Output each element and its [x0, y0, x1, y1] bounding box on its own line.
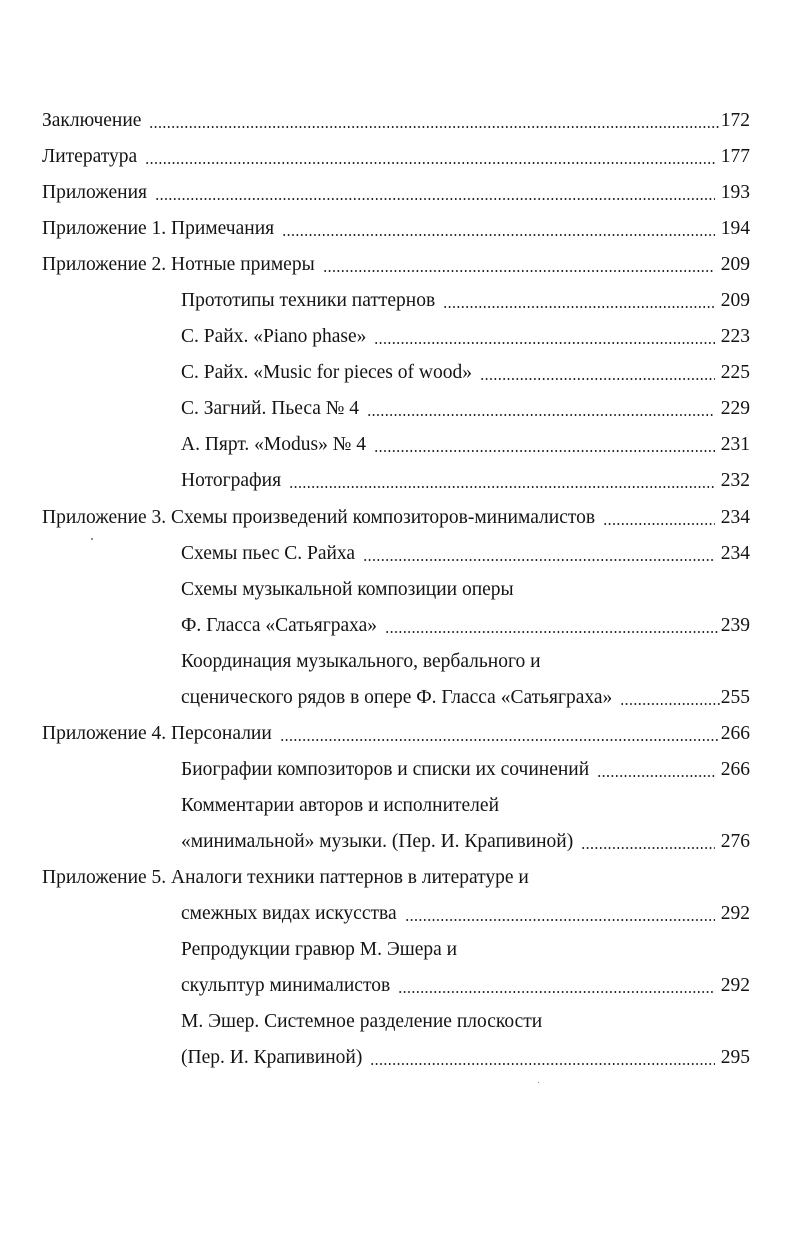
toc-entry-page: 194: [720, 218, 750, 239]
toc-entry-appendix-2[interactable]: [42, 247, 750, 277]
dot-leader: [145, 162, 715, 164]
dot-leader: [398, 991, 715, 993]
toc-entry-page: 239: [720, 615, 750, 636]
dot-leader: [323, 270, 715, 272]
toc-entry-appendix-3[interactable]: [42, 500, 750, 530]
dot-leader: [280, 739, 720, 741]
dot-leader: [480, 378, 715, 380]
dot-leader: [370, 1063, 714, 1065]
toc-entry-label: Заключение: [42, 110, 142, 131]
toc-entry-label: Репродукции гравюр М. Эшера и: [181, 939, 458, 960]
toc-entry-coordination-line1[interactable]: [181, 644, 541, 674]
toc-entry-label: С. Загний. Пьеса № 4: [181, 398, 360, 419]
toc-entry-label: Схемы пьес С. Райха: [181, 543, 356, 564]
toc-entry-label: скульптур минималистов: [181, 975, 391, 996]
toc-entry-page: 266: [720, 759, 750, 780]
toc-entry-opera-schemes-line1[interactable]: [181, 572, 514, 602]
toc-entry-label: М. Эшер. Системное разделение плоскости: [181, 1011, 543, 1032]
dot-leader: [374, 342, 714, 344]
toc-entry-label: Приложение 1. Примечания: [42, 218, 275, 239]
toc-entry-label: С. Райх. «Music for pieces of wood»: [181, 362, 472, 383]
dot-leader: [282, 234, 715, 236]
toc-entry-label: Приложение 3. Схемы произведений композиторов-минималистов: [42, 507, 596, 528]
toc-entry-page: 177: [720, 146, 750, 167]
toc-entry-comments-line1[interactable]: [181, 788, 499, 818]
toc-entry-page: 292: [720, 903, 750, 924]
dot-leader: [405, 919, 715, 921]
scan-speck: [91, 538, 93, 540]
toc-entry-label: Нотография: [181, 470, 282, 491]
toc-entry-page: 172: [720, 110, 750, 131]
toc-entry-page: 229: [720, 398, 750, 419]
dot-leader: [443, 306, 715, 308]
toc-entry-page: 295: [720, 1047, 750, 1068]
toc-entry-label: С. Райх. «Piano phase»: [181, 326, 367, 347]
toc-entry-notography[interactable]: [181, 463, 750, 493]
toc-entry-escher-division-line1[interactable]: [181, 1004, 542, 1034]
toc-entry-label: Комментарии авторов и исполнителей: [181, 795, 499, 816]
toc-entry-conclusion[interactable]: [42, 103, 750, 133]
toc-entry-biographies[interactable]: [181, 752, 750, 782]
toc-entry-comments-line2[interactable]: [181, 824, 750, 854]
toc-entry-appendix-1[interactable]: [42, 211, 750, 241]
toc-entry-page: 276: [720, 831, 750, 852]
dot-leader: [289, 486, 715, 488]
dot-leader: [155, 198, 715, 200]
toc-entry-pattern-prototypes[interactable]: [181, 283, 750, 313]
toc-entry-label: Прототипы техники паттернов: [181, 290, 436, 311]
toc-entry-appendix-5-line1[interactable]: [42, 860, 529, 890]
toc-entry-reich-schemes[interactable]: [181, 536, 750, 566]
toc-entry-page: 234: [720, 543, 750, 564]
toc-entry-label: Приложение 4. Персоналии: [42, 723, 272, 744]
dot-leader: [374, 450, 715, 452]
toc-entry-appendix-4[interactable]: [42, 716, 750, 746]
dot-leader: [385, 631, 720, 633]
toc-entry-page: 193: [720, 182, 750, 203]
toc-entry-page: 209: [720, 254, 750, 275]
toc-entry-escher-reproductions-line1[interactable]: [181, 932, 457, 962]
toc-entry-label: А. Пярт. «Modus» № 4: [181, 434, 366, 455]
toc-entry-appendices[interactable]: [42, 175, 750, 205]
toc-entry-page: 223: [720, 326, 750, 347]
toc-entry-label: Приложение 2. Нотные примеры: [42, 254, 315, 275]
toc-entry-page: 232: [720, 470, 750, 491]
toc-entry-page: 225: [720, 362, 750, 383]
toc-entry-label: Схемы музыкальной композиции оперы: [181, 579, 514, 600]
dot-leader: [603, 523, 715, 525]
toc-entry-page: 209: [720, 290, 750, 311]
toc-entry-page: 266: [720, 723, 750, 744]
toc-entry-part-modus-4[interactable]: [181, 427, 750, 457]
toc-entry-label: Приложения: [42, 182, 147, 203]
toc-entry-label: Литература: [42, 146, 138, 167]
toc-entry-label: смежных видах искусства: [181, 903, 397, 924]
toc-entry-escher-reproductions-line2[interactable]: [181, 968, 750, 998]
toc-entry-music-for-pieces-of-wood[interactable]: [181, 355, 750, 385]
toc-entry-label: Приложение 5. Аналоги техники паттернов в литературе и: [42, 867, 529, 888]
toc-entry-opera-schemes-line2[interactable]: [181, 608, 750, 638]
toc-entry-label: Биографии композиторов и списки их сочинений: [181, 759, 590, 780]
dot-leader: [367, 414, 715, 416]
toc-entry-page: 234: [720, 507, 750, 528]
toc-entry-escher-division-line2[interactable]: [181, 1040, 750, 1070]
toc-entry-page: 255: [720, 687, 750, 708]
toc-entry-label: сценического рядов в опере Ф. Гласса «Сатьяграха»: [181, 687, 613, 708]
toc-entry-label: Координация музыкального, вербального и: [181, 651, 541, 672]
toc-entry-label: (Пер. И. Крапивиной): [181, 1047, 363, 1068]
toc-entry-coordination-line2[interactable]: [181, 680, 750, 710]
scan-speck: [538, 1082, 539, 1083]
dot-leader: [581, 847, 715, 849]
toc-entry-appendix-5-line2[interactable]: [181, 896, 750, 926]
dot-leader: [597, 775, 715, 777]
dot-leader: [363, 559, 715, 561]
dot-leader: [620, 703, 719, 705]
toc-entry-piano-phase[interactable]: [181, 319, 750, 349]
toc-entry-literature[interactable]: [42, 139, 750, 169]
toc-entry-page: 231: [720, 434, 750, 455]
toc-entry-label: «минимальной» музыки. (Пер. И. Крапивиной): [181, 831, 574, 852]
toc-entry-page: 292: [720, 975, 750, 996]
toc-entry-label: Ф. Гласса «Сатьяграха»: [181, 615, 378, 636]
dot-leader: [149, 126, 719, 128]
toc-entry-zagniy-piece-4[interactable]: [181, 391, 750, 421]
